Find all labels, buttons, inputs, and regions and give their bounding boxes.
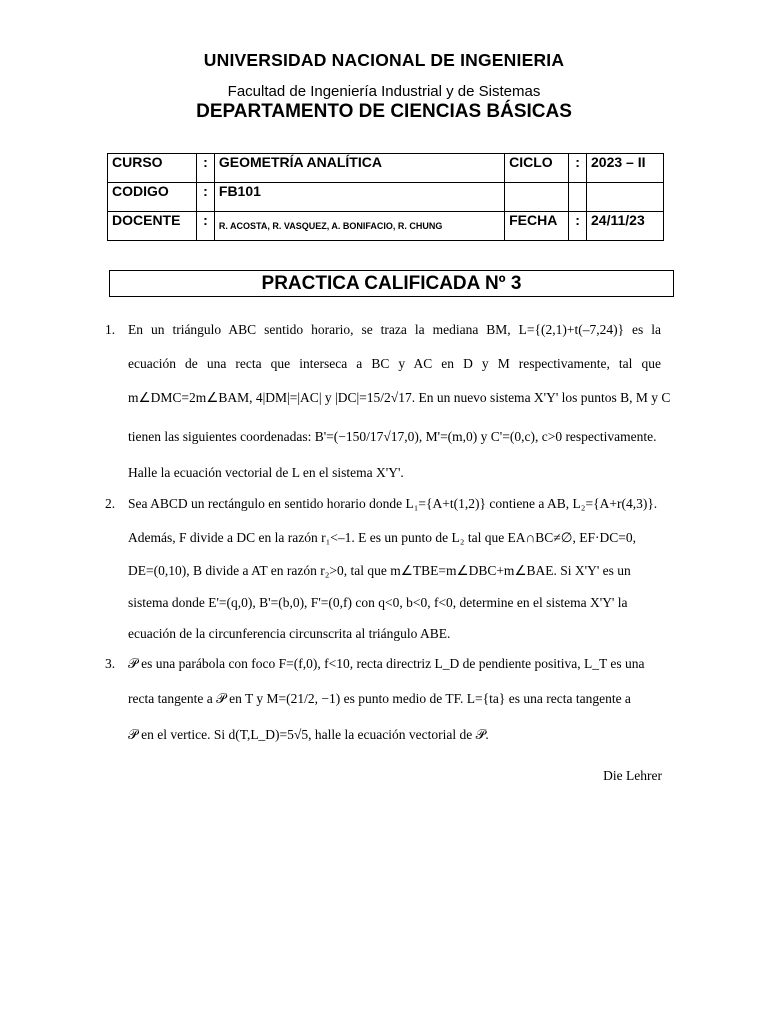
colon: : [569, 154, 587, 183]
problem-line: ecuación de una recta que interseca a BC y AC en D y M respectivamente, tal que [128, 356, 661, 371]
problem-number: 2. [105, 496, 116, 511]
colon: : [196, 183, 214, 212]
problem-line: m∠DMC=2m∠BAM, 4|DM|=|AC| y |DC|=15/2√17. En un nuevo sistema X'Y' los puntos B, M y C [128, 390, 671, 405]
table-row [108, 212, 664, 241]
empty-cell [587, 183, 664, 212]
empty-cell [505, 183, 569, 212]
problem-line: recta tangente a 𝒫 en T y M=(21/2, −1) es punto medio de TF. L={ta} es una recta tangente a [128, 691, 631, 706]
ciclo-value: 2023 – II [587, 154, 664, 183]
docente-value: R. ACOSTA, R. VASQUEZ, A. BONIFACIO, R. CHUNG [214, 212, 504, 241]
problem-line: En un triángulo ABC sentido horario, se traza la mediana BM, L={(2,1)+t(–7,24)} es la [128, 322, 661, 337]
curso-label: CURSO [108, 154, 197, 183]
problem-line: Halle la ecuación vectorial de L en el sistema X'Y'. [128, 465, 404, 480]
colon: : [196, 154, 214, 183]
curso-value: GEOMETRÍA ANALÍTICA [214, 154, 504, 183]
problem-number: 1. [105, 322, 116, 337]
faculty-name: Facultad de Ingeniería Industrial y de Sistemas [227, 83, 541, 100]
course-info-table [107, 153, 664, 241]
ciclo-label: CICLO [505, 154, 569, 183]
empty-cell [569, 183, 587, 212]
department-name: DEPARTAMENTO DE CIENCIAS BÁSICAS [196, 101, 572, 122]
table-row [108, 154, 664, 183]
problem-line: Además, F divide a DC en la razón r₁<–1. E es un punto de L₂ tal que EA∩BC≠∅, EF·DC=0, [128, 530, 636, 545]
problem-line: 𝒫 es una parábola con foco F=(f,0), f<10, recta directriz L_D de pendiente positiva, L_T es una [128, 656, 645, 671]
problem-line: ecuación de la circunferencia circunscrita al triángulo ABE. [128, 626, 451, 641]
exam-title: PRACTICA CALIFICADA Nº 3 [109, 270, 674, 297]
fecha-label: FECHA [505, 212, 569, 241]
codigo-label: CODIGO [108, 183, 197, 212]
colon: : [196, 212, 214, 241]
signature: Die Lehrer [603, 768, 662, 783]
fecha-value: 24/11/23 [587, 212, 664, 241]
university-name: UNIVERSIDAD NACIONAL DE INGENIERIA [203, 50, 565, 70]
problem-line: sistema donde E'=(q,0), B'=(b,0), F'=(0,f) con q<0, b<0, f<0, determine en el sistema X'Y' la [128, 595, 628, 610]
table-row [108, 183, 664, 212]
problem-line: DE=(0,10), B divide a AT en razón r₂>0, tal que m∠TBE=m∠DBC+m∠BAE. Si X'Y' es un [128, 563, 631, 578]
problem-line: Sea ABCD un rectángulo en sentido horario donde L₁={A+t(1,2)} contiene a AB, L₂={A+r(4,3)}. [128, 496, 658, 511]
problem-line: tienen las siguientes coordenadas: B'=(−150/17√17,0), M'=(m,0) y C'=(0,c), c>0 respectivamente. [128, 429, 657, 444]
problem-number: 3. [105, 656, 116, 671]
colon: : [569, 212, 587, 241]
docente-label: DOCENTE [108, 212, 197, 241]
codigo-value: FB101 [214, 183, 504, 212]
problem-line: 𝒫 en el vertice. Si d(T,L_D)=5√5, halle la ecuación vectorial de 𝒫. [128, 727, 489, 742]
